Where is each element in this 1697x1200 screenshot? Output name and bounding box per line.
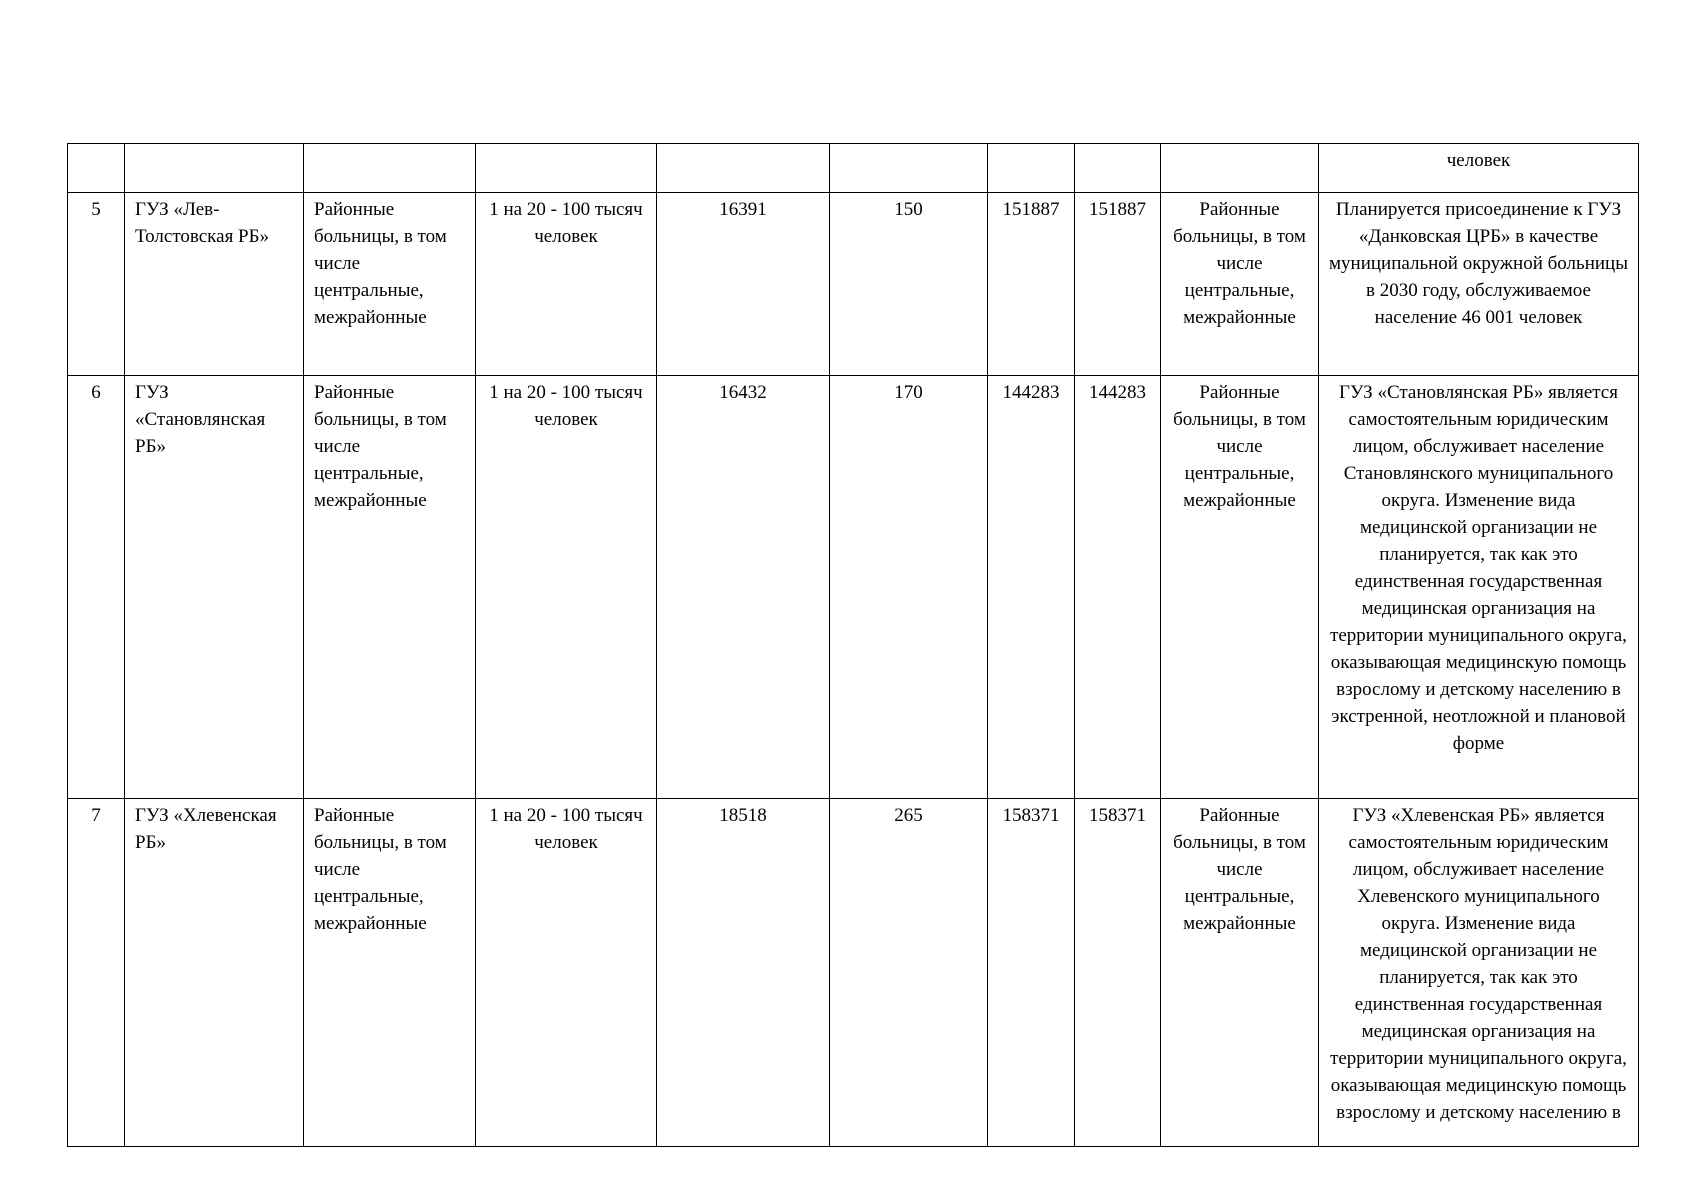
value-cell-8 (1075, 144, 1161, 193)
table-row (68, 193, 1639, 376)
row-number-cell: 7 (68, 799, 125, 1147)
organization-type-cell: Районные больницы, в том числе центральные, межрайонные (304, 376, 476, 799)
value-cell-5: 18518 (657, 799, 830, 1147)
value-cell-8: 151887 (1075, 193, 1161, 376)
target-type-cell (1161, 144, 1319, 193)
row-number-cell: 6 (68, 376, 125, 799)
note-cell: Планируется присоединение к ГУЗ «Данковская ЦРБ» в качестве муниципальной окружной больницы в 2030 году, обслуживаемое население 46 001 человек (1319, 193, 1639, 376)
value-cell-7: 144283 (988, 376, 1075, 799)
value-cell-6: 265 (830, 799, 988, 1147)
note-cell: человек (1319, 144, 1639, 193)
table-row (68, 376, 1639, 799)
table-row (68, 799, 1639, 1147)
note-cell: ГУЗ «Хлевенская РБ» является самостоятельным юридическим лицом, обслуживает население Хлевенского муниципального округа. Изменение вида медицинской организации не планируется, так как это единственная государственная медицинская организация на территории муниципального округа, оказывающая медицинскую помощь взрослому и детскому населению в (1319, 799, 1639, 1147)
value-cell-7: 151887 (988, 193, 1075, 376)
value-cell-7 (988, 144, 1075, 193)
organization-name-cell: ГУЗ «Хлевенская РБ» (125, 799, 304, 1147)
value-cell-6 (830, 144, 988, 193)
value-cell-8: 144283 (1075, 376, 1161, 799)
target-type-cell: Районные больницы, в том числе центральные, межрайонные (1161, 193, 1319, 376)
organization-name-cell: ГУЗ «Становлянская РБ» (125, 376, 304, 799)
table-row (68, 144, 1639, 193)
value-cell-5 (657, 144, 830, 193)
norm-cell: 1 на 20 - 100 тысяч человек (476, 193, 657, 376)
value-cell-6: 150 (830, 193, 988, 376)
value-cell-6: 170 (830, 376, 988, 799)
norm-cell: 1 на 20 - 100 тысяч человек (476, 799, 657, 1147)
target-type-cell: Районные больницы, в том числе центральные, межрайонные (1161, 799, 1319, 1147)
target-type-cell: Районные больницы, в том числе центральные, межрайонные (1161, 376, 1319, 799)
hospital-table (67, 143, 1639, 1147)
row-number-cell (68, 144, 125, 193)
row-number-cell: 5 (68, 193, 125, 376)
organization-name-cell (125, 144, 304, 193)
organization-type-cell (304, 144, 476, 193)
value-cell-5: 16391 (657, 193, 830, 376)
organization-type-cell: Районные больницы, в том числе центральные, межрайонные (304, 193, 476, 376)
note-cell: ГУЗ «Становлянская РБ» является самостоятельным юридическим лицом, обслуживает население Становлянского муниципального округа. Изменение вида медицинской организации не планируется, так как это единственная государственная медицинская организация на территории муниципального округа, оказывающая медицинскую помощь взрослому и детскому населению в экстренной, неотложной и плановой форме (1319, 376, 1639, 799)
organization-name-cell: ГУЗ «Лев-Толстовская РБ» (125, 193, 304, 376)
value-cell-8: 158371 (1075, 799, 1161, 1147)
value-cell-5: 16432 (657, 376, 830, 799)
norm-cell (476, 144, 657, 193)
value-cell-7: 158371 (988, 799, 1075, 1147)
norm-cell: 1 на 20 - 100 тысяч человек (476, 376, 657, 799)
organization-type-cell: Районные больницы, в том числе центральные, межрайонные (304, 799, 476, 1147)
